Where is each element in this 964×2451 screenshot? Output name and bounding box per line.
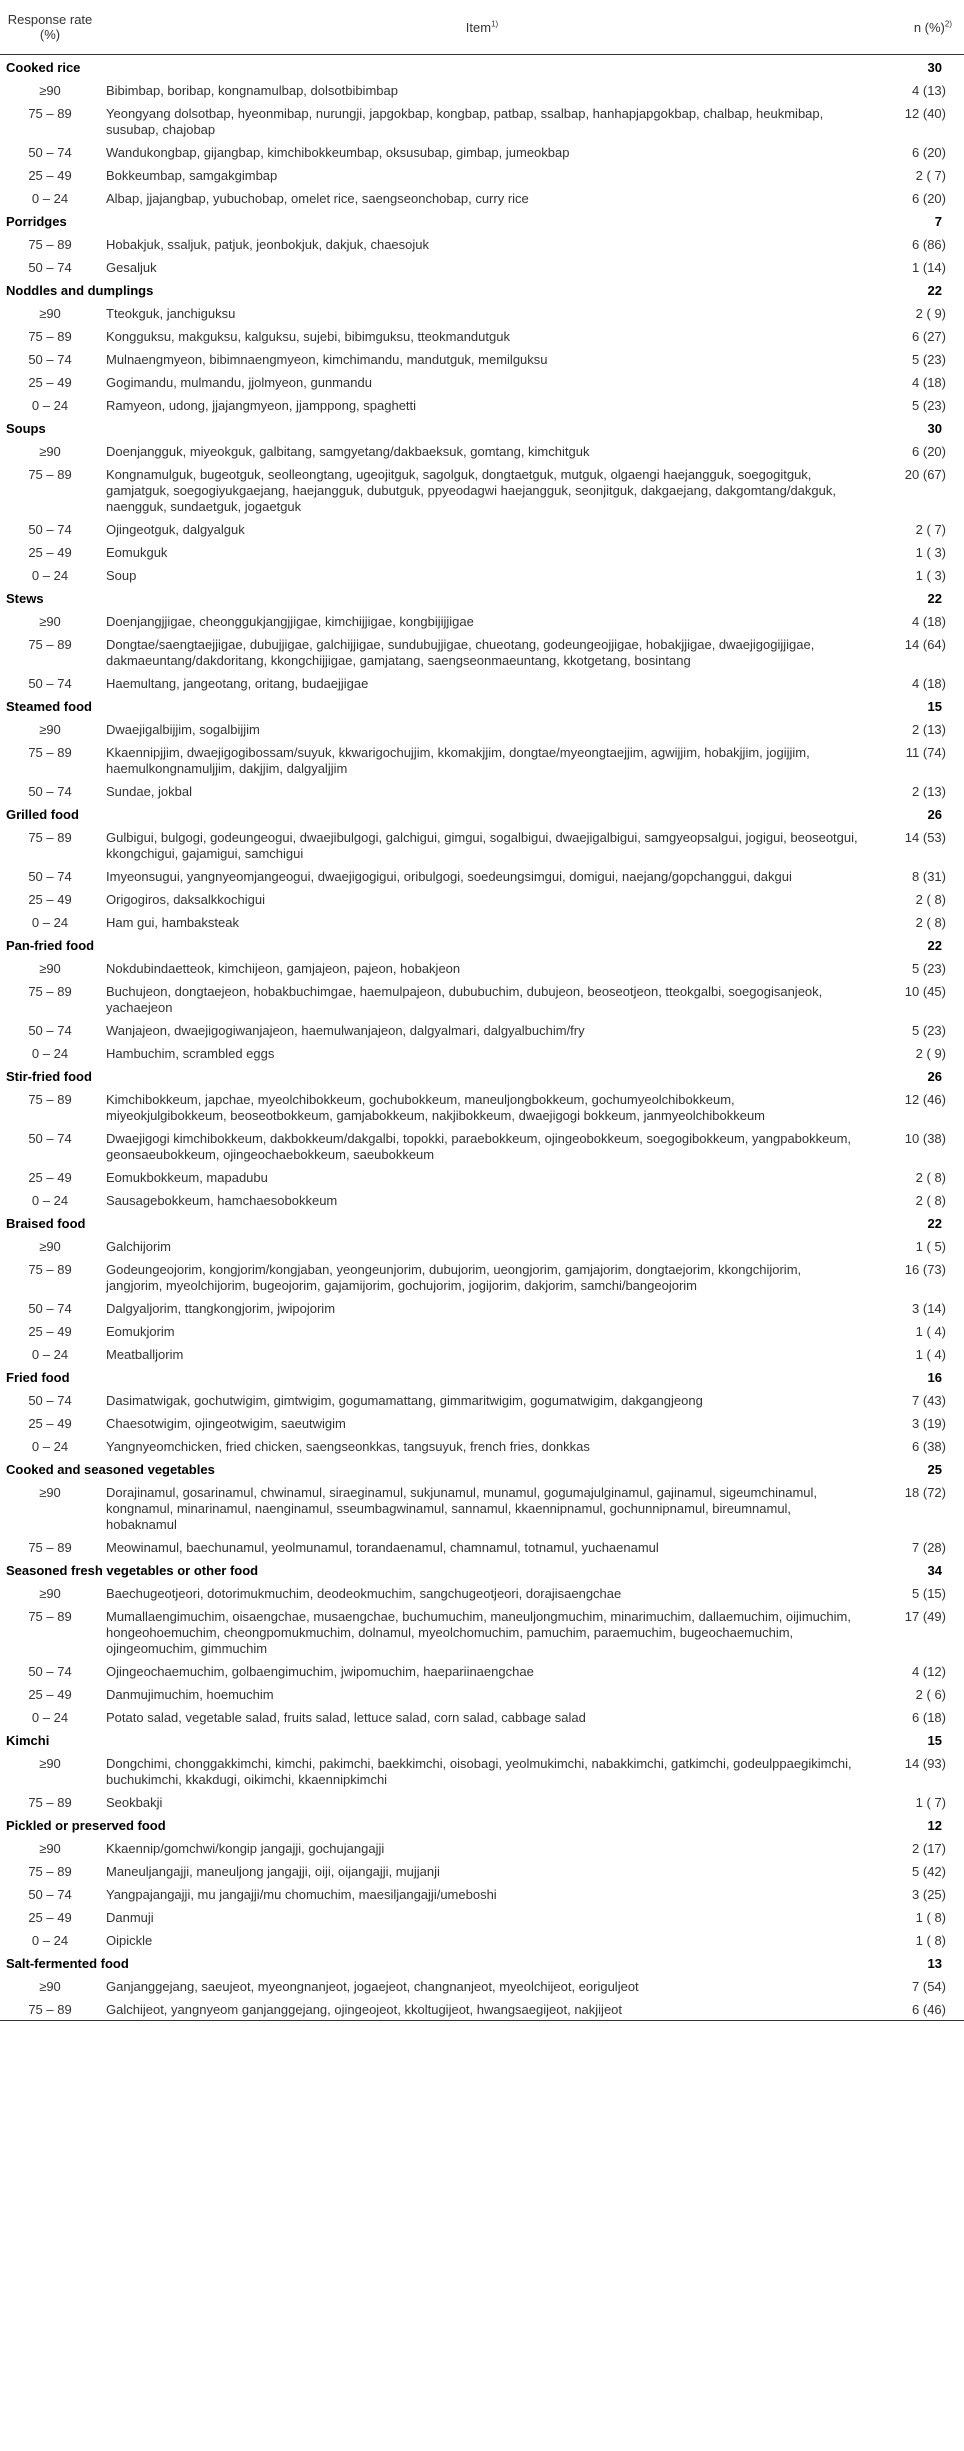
category-row bbox=[0, 1951, 964, 1974]
table-row bbox=[0, 439, 964, 462]
items-cell: Dalgyaljorim, ttangkongjorim, jwipojorim bbox=[106, 1301, 336, 1316]
items-cell: Baechugeotjeori, dotorimukmuchim, deodeokmuchim, sangchugeotjeori, dorajisaengchae bbox=[106, 1586, 622, 1601]
items-cell: Galchijorim bbox=[106, 1239, 172, 1254]
category-row bbox=[0, 1558, 964, 1581]
items-cell: Ganjanggejang, saeujeot, myeongnanjeot, jogaejeot, changnanjeot, myeolchijeot, eoriguljeot bbox=[106, 1979, 639, 1994]
count-cell: 14 (93) bbox=[904, 1756, 946, 1771]
count-cell: 1 ( 3) bbox=[915, 545, 946, 560]
count-cell: 12 (46) bbox=[904, 1092, 946, 1107]
items-cell: Danmuji bbox=[106, 1910, 154, 1925]
table-row bbox=[0, 393, 964, 416]
table-row bbox=[0, 779, 964, 802]
response-rate-cell: 50 – 74 bbox=[28, 1301, 72, 1316]
items-cell: Maneuljangajji, maneuljong jangajji, oiji, oijangajji, mujjanji bbox=[106, 1864, 440, 1879]
category-name: Salt-fermented food bbox=[6, 1956, 129, 1971]
items-cell: Origogiros, daksalkkochigui bbox=[106, 892, 265, 907]
response-rate-cell: 50 – 74 bbox=[28, 676, 72, 691]
items-cell: Mumallaengimuchim, oisaengchae, musaengchae, buchumuchim, maneuljongmuchim, minarimuchim, dallaemuchim, oijimuchim, hongeohoemuchim, cheongpomukmuchim, dolnamul, myeolchomuchim, pamuchim, paraemuchim, bugeochaemuchim, ojingeomuchim, gimmuchim bbox=[106, 1609, 851, 1656]
response-rate-cell: 75 – 89 bbox=[28, 1609, 72, 1624]
items-cell: Eomukbokkeum, mapadubu bbox=[106, 1170, 268, 1185]
response-rate-cell: 75 – 89 bbox=[28, 1262, 72, 1277]
category-name: Braised food bbox=[6, 1216, 86, 1231]
items-cell: Gulbigui, bulgogi, godeungeogui, dwaejibulgogi, galchigui, gimgui, sogalbigui, dwaejigalbigui, samgyeopsalgui, jogigui, beoseotgui, kkongchigui, gajamigui, samchigui bbox=[106, 830, 858, 861]
items-cell: Gesaljuk bbox=[106, 260, 157, 275]
count-cell: 1 ( 5) bbox=[915, 1239, 946, 1254]
response-rate-cell: 25 – 49 bbox=[28, 168, 72, 183]
count-cell: 14 (53) bbox=[904, 830, 946, 845]
table-row bbox=[0, 563, 964, 586]
items-cell: Yeongyang dolsotbap, hyeonmibap, nurungji, japgokbap, kongbap, patbap, ssalbap, hanhapjapgokbap, chalbap, heukmibap, susubap, chajobap bbox=[106, 106, 824, 137]
table-row bbox=[0, 517, 964, 540]
items-cell: Eomukjorim bbox=[106, 1324, 175, 1339]
table-row bbox=[0, 1790, 964, 1813]
count-cell: 2 (13) bbox=[912, 722, 946, 737]
category-name: Fried food bbox=[6, 1370, 70, 1385]
response-rate-cell: 50 – 74 bbox=[28, 869, 72, 884]
category-total: 30 bbox=[927, 60, 942, 75]
table-row bbox=[0, 78, 964, 101]
items-cell: Kongnamulguk, bugeotguk, seolleongtang, ugeojitguk, sagolguk, dongtaetguk, mutguk, olgaengi haejangguk, soegogitguk, gamjatguk, soegogiyukgaejang, haejangguk, dubutguk, ppyeodagwi haejangguk, seonjitguk, dakgaejang, dakgomtang/dakguk, naengguk, sundaetguk, jogaetguk bbox=[106, 467, 836, 514]
header-n-percent: n (%)$^{2)}$ bbox=[864, 0, 964, 55]
category-total: 22 bbox=[927, 1216, 942, 1231]
response-rate-cell: 50 – 74 bbox=[28, 352, 72, 367]
category-name: Soups bbox=[6, 421, 46, 436]
category-name: Stews bbox=[6, 591, 44, 606]
table-row bbox=[0, 1581, 964, 1604]
items-cell: Potato salad, vegetable salad, fruits salad, lettuce salad, corn salad, cabbage salad bbox=[106, 1710, 586, 1725]
count-cell: 5 (23) bbox=[912, 352, 946, 367]
category-row bbox=[0, 1211, 964, 1234]
count-cell: 6 (38) bbox=[912, 1439, 946, 1454]
table-row bbox=[0, 1388, 964, 1411]
response-rate-cell: ≥90 bbox=[39, 306, 61, 321]
table-row bbox=[0, 609, 964, 632]
count-cell: 1 ( 7) bbox=[915, 1795, 946, 1810]
table-row bbox=[0, 1928, 964, 1951]
items-cell: Seokbakji bbox=[106, 1795, 163, 1810]
response-rate-cell: 50 – 74 bbox=[28, 1664, 72, 1679]
count-cell: 2 ( 8) bbox=[915, 1170, 946, 1185]
category-name: Stir-fried food bbox=[6, 1069, 92, 1084]
response-rate-cell: ≥90 bbox=[39, 83, 61, 98]
table-row bbox=[0, 462, 964, 517]
response-rate-cell: 75 – 89 bbox=[28, 106, 72, 121]
count-cell: 5 (15) bbox=[912, 1586, 946, 1601]
table-row bbox=[0, 101, 964, 140]
table-row bbox=[0, 910, 964, 933]
response-rate-cell: ≥90 bbox=[39, 722, 61, 737]
table-row bbox=[0, 140, 964, 163]
table-row bbox=[0, 887, 964, 910]
category-total: 30 bbox=[927, 421, 942, 436]
table-row bbox=[0, 1905, 964, 1928]
count-cell: 6 (20) bbox=[912, 444, 946, 459]
items-cell: Eomukguk bbox=[106, 545, 168, 560]
items-cell: Kkaennip/gomchwi/kongip jangajji, gochujangajji bbox=[106, 1841, 385, 1856]
category-row bbox=[0, 55, 964, 79]
count-cell: 1 ( 4) bbox=[915, 1324, 946, 1339]
table-row bbox=[0, 1319, 964, 1342]
response-rate-cell: 25 – 49 bbox=[28, 1687, 72, 1702]
category-row bbox=[0, 278, 964, 301]
table-row bbox=[0, 1342, 964, 1365]
table-row bbox=[0, 255, 964, 278]
items-cell: Chaesotwigim, ojingeotwigim, saeutwigim bbox=[106, 1416, 346, 1431]
category-total: 12 bbox=[927, 1818, 942, 1833]
category-name: Steamed food bbox=[6, 699, 92, 714]
category-total: 26 bbox=[927, 807, 942, 822]
category-name: Grilled food bbox=[6, 807, 79, 822]
count-cell: 2 ( 7) bbox=[915, 168, 946, 183]
count-cell: 6 (18) bbox=[912, 1710, 946, 1725]
response-rate-cell: ≥90 bbox=[39, 1841, 61, 1856]
items-cell: Bibimbap, boribap, kongnamulbap, dolsotbibimbap bbox=[106, 83, 398, 98]
items-cell: Meowinamul, baechunamul, yeolmunamul, torandaenamul, chamnamul, totnamul, yuchaenamul bbox=[106, 1540, 659, 1555]
table-row bbox=[0, 301, 964, 324]
count-cell: 11 (74) bbox=[905, 745, 946, 760]
table-row bbox=[0, 671, 964, 694]
items-cell: Yangnyeomchicken, fried chicken, saengseonkkas, tangsuyuk, french fries, donkkas bbox=[106, 1439, 590, 1454]
response-rate-cell: 75 – 89 bbox=[28, 745, 72, 760]
items-cell: Dasimatwigak, gochutwigim, gimtwigim, gogumamattang, gimmaritwigim, gogumatwigim, dakgangjeong bbox=[106, 1393, 703, 1408]
count-cell: 3 (19) bbox=[912, 1416, 946, 1431]
count-cell: 1 ( 3) bbox=[915, 568, 946, 583]
category-name: Cooked and seasoned vegetables bbox=[6, 1462, 215, 1477]
response-rate-cell: 0 – 24 bbox=[31, 568, 69, 583]
response-rate-cell: ≥90 bbox=[39, 1239, 61, 1254]
count-cell: 6 (20) bbox=[912, 191, 946, 206]
table-row bbox=[0, 1659, 964, 1682]
table-row bbox=[0, 740, 964, 779]
category-name: Porridges bbox=[6, 214, 67, 229]
table-row bbox=[0, 1480, 964, 1535]
response-rate-cell: 50 – 74 bbox=[28, 260, 72, 275]
items-cell: Yangpajangajji, mu jangajji/mu chomuchim, maesiljangajji/umeboshi bbox=[106, 1887, 497, 1902]
response-rate-cell: 0 – 24 bbox=[31, 1347, 69, 1362]
items-cell: Wanjajeon, dwaejigogiwanjajeon, haemulwanjajeon, dalgyalmari, dalgyalbuchim/fry bbox=[106, 1023, 585, 1038]
response-rate-cell: 50 – 74 bbox=[28, 1023, 72, 1038]
table-row bbox=[0, 1257, 964, 1296]
count-cell: 6 (27) bbox=[912, 329, 946, 344]
response-rate-cell: 25 – 49 bbox=[28, 1170, 72, 1185]
table-row bbox=[0, 632, 964, 671]
category-total: 26 bbox=[927, 1069, 942, 1084]
table-row bbox=[0, 1234, 964, 1257]
items-cell: Buchujeon, dongtaejeon, hobakbuchimgae, haemulpajeon, dububuchim, dubujeon, beoseotjeon, tteokgalbi, soegogisanjeok, yachaejeon bbox=[106, 984, 823, 1015]
response-rate-cell: 75 – 89 bbox=[28, 1092, 72, 1107]
category-total: 22 bbox=[927, 938, 942, 953]
response-rate-cell: 75 – 89 bbox=[0, 1997, 100, 2021]
category-name: Pickled or preserved food bbox=[6, 1818, 166, 1833]
count-cell: 14 (64) bbox=[904, 637, 946, 652]
table-row bbox=[0, 1859, 964, 1882]
category-row bbox=[0, 1728, 964, 1751]
category-total: 15 bbox=[927, 1733, 942, 1748]
count-cell: 12 (40) bbox=[904, 106, 946, 121]
table-row bbox=[0, 1705, 964, 1728]
items-cell: Haemultang, jangeotang, oritang, budaejjigae bbox=[106, 676, 369, 691]
items-cell: Ramyeon, udong, jjajangmyeon, jjamppong, spaghetti bbox=[106, 398, 417, 413]
response-rate-cell: ≥90 bbox=[39, 1485, 61, 1500]
count-cell: 4 (12) bbox=[912, 1664, 946, 1679]
response-rate-cell: ≥90 bbox=[39, 444, 61, 459]
items-cell: Tteokguk, janchiguksu bbox=[106, 306, 236, 321]
count-cell: 4 (13) bbox=[912, 83, 946, 98]
response-rate-cell: 0 – 24 bbox=[31, 1193, 69, 1208]
table-row bbox=[0, 1434, 964, 1457]
table-row bbox=[0, 370, 964, 393]
response-rate-cell: 75 – 89 bbox=[28, 1795, 72, 1810]
response-rate-cell: 25 – 49 bbox=[28, 1416, 72, 1431]
count-cell: 2 ( 9) bbox=[915, 1046, 946, 1061]
count-cell: 2 ( 8) bbox=[915, 1193, 946, 1208]
category-row bbox=[0, 1813, 964, 1836]
items-cell: Kimchibokkeum, japchae, myeolchibokkeum, gochubokkeum, maneuljongbokkeum, gochumyeolchibokkeum, miyeokjulgibokkeum, beoseotbokkeum, gamjabokkeum, nakjibokkeum, dwaejigogi bokkeum, janmyeolchibokkeum bbox=[106, 1092, 766, 1123]
count-cell: 18 (72) bbox=[904, 1485, 946, 1500]
items-cell: Albap, jjajangbap, yubuchobap, omelet rice, saengseonchobap, curry rice bbox=[106, 191, 529, 206]
category-name: Cooked rice bbox=[6, 60, 81, 75]
count-cell: 6 (86) bbox=[912, 237, 946, 252]
items-cell: Imyeonsugui, yangnyeomjangeogui, dwaejigogigui, oribulgogi, soedeungsimgui, domigui, naejang/gopchanggui, dakgui bbox=[106, 869, 792, 884]
response-rate-cell: 75 – 89 bbox=[28, 984, 72, 999]
count-cell: 20 (67) bbox=[904, 467, 946, 482]
count-cell: 6 (20) bbox=[912, 145, 946, 160]
category-name: Seasoned fresh vegetables or other food bbox=[6, 1563, 259, 1578]
response-rate-cell: 0 – 24 bbox=[31, 1046, 69, 1061]
category-row bbox=[0, 1457, 964, 1480]
table-row bbox=[0, 1296, 964, 1319]
response-rate-cell: 50 – 74 bbox=[28, 1393, 72, 1408]
count-cell: 7 (28) bbox=[912, 1540, 946, 1555]
count-cell: 4 (18) bbox=[912, 676, 946, 691]
response-rate-cell: 75 – 89 bbox=[28, 467, 72, 482]
count-cell: 1 ( 8) bbox=[915, 1933, 946, 1948]
category-total: 16 bbox=[927, 1370, 942, 1385]
table-row bbox=[0, 1165, 964, 1188]
table-row bbox=[0, 864, 964, 887]
response-rate-cell: ≥90 bbox=[39, 614, 61, 629]
category-row bbox=[0, 1064, 964, 1087]
table-header-row bbox=[0, 0, 964, 55]
count-cell: 3 (14) bbox=[912, 1301, 946, 1316]
category-total: 22 bbox=[927, 591, 942, 606]
count-cell: 8 (31) bbox=[912, 869, 946, 884]
items-cell: Gogimandu, mulmandu, jjolmyeon, gunmandu bbox=[106, 375, 372, 390]
table-row bbox=[0, 232, 964, 255]
items-cell: Soup bbox=[106, 568, 137, 583]
response-rate-cell: 75 – 89 bbox=[28, 329, 72, 344]
category-row bbox=[0, 802, 964, 825]
table-row bbox=[0, 1126, 964, 1165]
category-total: 34 bbox=[927, 1563, 942, 1578]
table-row bbox=[0, 1411, 964, 1434]
items-cell: Kongguksu, makguksu, kalguksu, sujebi, bibimguksu, tteokmandutguk bbox=[106, 329, 510, 344]
category-total: 22 bbox=[927, 283, 942, 298]
items-cell: Hambuchim, scrambled eggs bbox=[106, 1046, 275, 1061]
items-cell: Ojingeochaemuchim, golbaengimuchim, jwipomuchim, haepariinaengchae bbox=[106, 1664, 534, 1679]
items-cell: Nokdubindaetteok, kimchijeon, gamjajeon, pajeon, hobakjeon bbox=[106, 961, 461, 976]
response-rate-cell: 25 – 49 bbox=[28, 892, 72, 907]
count-cell: 1 ( 8) bbox=[915, 1910, 946, 1925]
count-cell: 5 (23) bbox=[912, 398, 946, 413]
table-row bbox=[0, 1997, 964, 2021]
response-rate-cell: 0 – 24 bbox=[31, 1439, 69, 1454]
items-cell: Dongtae/saengtaejjigae, dubujjigae, galchijjigae, sundubujjigae, chueotang, godeungeojjigae, hobakjjigae, dwaejigogijjigae, dakmaeuntang/dakdoritang, kkongchijjigae, gamjatang, saengseonmaeuntang, kkotgetang, bosintang bbox=[106, 637, 815, 668]
items-cell: Galchijeot, yangnyeom ganjanggejang, ojingeojeot, kkoltugijeot, hwangsaegijeot, nakjijeot bbox=[100, 1997, 864, 2021]
items-cell: Dwaejigogi kimchibokkeum, dakbokkeum/dakgalbi, topokki, paraebokkeum, ojingeobokkeum, soegogibokkeum, yangpabokkeum, geonsaeubokkeum, ojingeochaebokkeum, saeubokkeum bbox=[106, 1131, 852, 1162]
items-cell: Sundae, jokbal bbox=[106, 784, 193, 799]
table-row bbox=[0, 540, 964, 563]
category-row bbox=[0, 586, 964, 609]
count-cell: 7 (43) bbox=[912, 1393, 946, 1408]
count-cell: 3 (25) bbox=[912, 1887, 946, 1902]
count-cell: 2 ( 7) bbox=[915, 522, 946, 537]
table-row bbox=[0, 1087, 964, 1126]
category-total: 7 bbox=[934, 214, 942, 229]
category-row bbox=[0, 209, 964, 232]
count-cell: 1 ( 4) bbox=[915, 1347, 946, 1362]
count-cell: 10 (45) bbox=[904, 984, 946, 999]
count-cell: 6 (46) bbox=[864, 1997, 964, 2021]
category-row bbox=[0, 694, 964, 717]
count-cell: 10 (38) bbox=[904, 1131, 946, 1146]
table-row bbox=[0, 956, 964, 979]
table-row bbox=[0, 163, 964, 186]
category-name: Noddles and dumplings bbox=[6, 283, 154, 298]
category-total: 15 bbox=[927, 699, 942, 714]
header-n-footnote: 2) bbox=[944, 19, 952, 29]
count-cell: 16 (73) bbox=[904, 1262, 946, 1277]
count-cell: 4 (18) bbox=[912, 375, 946, 390]
category-total: 13 bbox=[927, 1956, 942, 1971]
table-body bbox=[0, 55, 964, 2021]
count-cell: 5 (23) bbox=[912, 961, 946, 976]
table-row bbox=[0, 717, 964, 740]
response-rate-cell: 0 – 24 bbox=[31, 1710, 69, 1725]
response-rate-cell: 25 – 49 bbox=[28, 375, 72, 390]
response-rate-cell: ≥90 bbox=[39, 1586, 61, 1601]
items-cell: Godeungeojorim, kongjorim/kongjaban, yeongeunjorim, dubujorim, ueongjorim, gamjajorim, dongtaejorim, kkongchijorim, jangjorim, myeolchijorim, bugeojorim, gajamijorim, gochujorim, jogijorim, dakjorim, samchi/bangeojorim bbox=[106, 1262, 802, 1293]
items-cell: Danmujimuchim, hoemuchim bbox=[106, 1687, 274, 1702]
items-cell: Ham gui, hambaksteak bbox=[106, 915, 239, 930]
table-row bbox=[0, 1604, 964, 1659]
count-cell: 7 (54) bbox=[912, 1979, 946, 1994]
table-row bbox=[0, 186, 964, 209]
response-rate-cell: ≥90 bbox=[39, 1979, 61, 1994]
category-row bbox=[0, 416, 964, 439]
table-row bbox=[0, 1974, 964, 1997]
category-row bbox=[0, 933, 964, 956]
count-cell: 2 ( 8) bbox=[915, 892, 946, 907]
table-row bbox=[0, 1751, 964, 1790]
count-cell: 2 (13) bbox=[912, 784, 946, 799]
response-rate-cell: 75 – 89 bbox=[28, 1864, 72, 1879]
response-rate-cell: 25 – 49 bbox=[28, 1324, 72, 1339]
items-cell: Sausagebokkeum, hamchaesobokkeum bbox=[106, 1193, 338, 1208]
category-name: Pan-fried food bbox=[6, 938, 95, 953]
response-rate-cell: 75 – 89 bbox=[28, 1540, 72, 1555]
items-cell: Hobakjuk, ssaljuk, patjuk, jeonbokjuk, dakjuk, chaesojuk bbox=[106, 237, 430, 252]
count-cell: 2 ( 9) bbox=[915, 306, 946, 321]
response-rate-cell: 75 – 89 bbox=[28, 637, 72, 652]
response-rate-cell: 0 – 24 bbox=[31, 915, 69, 930]
items-cell: Oipickle bbox=[106, 1933, 153, 1948]
response-rate-cell: 75 – 89 bbox=[28, 237, 72, 252]
table-row bbox=[0, 1188, 964, 1211]
items-cell: Ojingeotguk, dalgyalguk bbox=[106, 522, 245, 537]
table-row bbox=[0, 1836, 964, 1859]
count-cell: 2 ( 6) bbox=[915, 1687, 946, 1702]
items-cell: Meatballjorim bbox=[106, 1347, 184, 1362]
response-rate-cell: 0 – 24 bbox=[31, 191, 69, 206]
count-cell: 5 (23) bbox=[912, 1023, 946, 1038]
category-name: Kimchi bbox=[6, 1733, 50, 1748]
response-rate-cell: 50 – 74 bbox=[28, 1131, 72, 1146]
count-cell: 4 (18) bbox=[912, 614, 946, 629]
response-rate-cell: 0 – 24 bbox=[31, 1933, 69, 1948]
response-rate-cell: 25 – 49 bbox=[28, 545, 72, 560]
response-rate-cell: 50 – 74 bbox=[28, 145, 72, 160]
items-cell: Dongchimi, chonggakkimchi, kimchi, pakimchi, baekkimchi, oisobagi, yeolmukimchi, nabakkimchi, gatkimchi, godeulppaegikimchi, buchukimchi, kkakdugi, oikimchi, kkaennipkimchi bbox=[106, 1756, 852, 1787]
count-cell: 5 (42) bbox=[912, 1864, 946, 1879]
items-cell: Dwaejigalbijjim, sogalbijjim bbox=[106, 722, 260, 737]
items-cell: Wandukongbap, gijangbap, kimchibokkeumbap, oksusubap, gimbap, jumeokbap bbox=[106, 145, 570, 160]
response-rate-cell: 75 – 89 bbox=[28, 830, 72, 845]
table-row bbox=[0, 1041, 964, 1064]
items-cell: Kkaennipjjim, dwaejigogibossam/suyuk, kkwarigochujjim, kkomakjjim, dongtae/myeongtaejjim, agwijjim, hobakjjim, jogijjim, haemulkongnamuljjim, dakjjim, dalgyaljjim bbox=[106, 745, 810, 776]
items-cell: Doenjangjjigae, cheonggukjangjjigae, kimchijjigae, kongbijijjigae bbox=[106, 614, 474, 629]
category-row bbox=[0, 1365, 964, 1388]
response-rate-cell: 50 – 74 bbox=[28, 784, 72, 799]
table-row bbox=[0, 1018, 964, 1041]
category-total: 25 bbox=[927, 1462, 942, 1477]
response-rate-cell: ≥90 bbox=[39, 1756, 61, 1771]
table-row bbox=[0, 324, 964, 347]
items-cell: Doenjangguk, miyeokguk, galbitang, samgyetang/dakbaeksuk, gomtang, kimchitguk bbox=[106, 444, 590, 459]
table-row bbox=[0, 1882, 964, 1905]
response-rate-cell: 50 – 74 bbox=[28, 522, 72, 537]
header-response-rate: Response rate (%) bbox=[0, 0, 100, 55]
response-rate-cell: 50 – 74 bbox=[28, 1887, 72, 1902]
count-cell: 1 (14) bbox=[912, 260, 946, 275]
table-row bbox=[0, 1535, 964, 1558]
items-cell: Mulnaengmyeon, bibimnaengmyeon, kimchimandu, mandutguk, memilguksu bbox=[106, 352, 548, 367]
table-row bbox=[0, 1682, 964, 1705]
table-row bbox=[0, 979, 964, 1018]
table-row bbox=[0, 347, 964, 370]
count-cell: 2 ( 8) bbox=[915, 915, 946, 930]
header-item-footnote: 1) bbox=[491, 19, 499, 29]
header-item: Item$^{1)}$ bbox=[100, 0, 864, 55]
table-row bbox=[0, 825, 964, 864]
count-cell: 2 (17) bbox=[912, 1841, 946, 1856]
response-rate-cell: ≥90 bbox=[39, 961, 61, 976]
response-rate-cell: 0 – 24 bbox=[31, 398, 69, 413]
count-cell: 17 (49) bbox=[904, 1609, 946, 1624]
items-cell: Bokkeumbap, samgakgimbap bbox=[106, 168, 278, 183]
response-rate-cell: 25 – 49 bbox=[28, 1910, 72, 1925]
items-cell: Dorajinamul, gosarinamul, chwinamul, siraeginamul, sukjunamul, munamul, gogumajulginamul, gajinamul, sigeumchinamul, kongnamul, minarinamul, naenginamul, sseumbagwinamul, sannamul, kkaennipnamul, gochunnipnamul, bireumnamul, hobaknamul bbox=[106, 1485, 818, 1532]
